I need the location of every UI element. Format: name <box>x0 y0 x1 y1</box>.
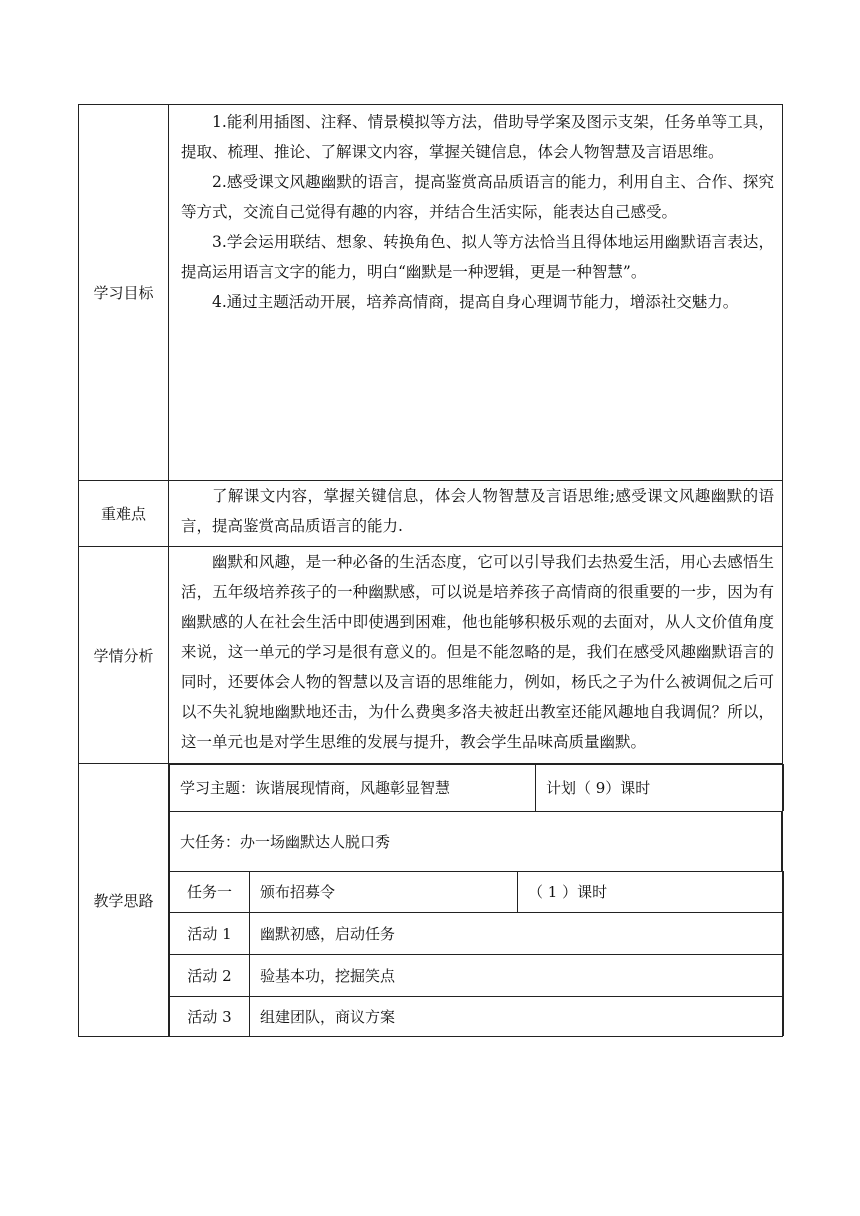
activity-2-label: 活动 2 <box>170 954 250 996</box>
goal-item-4: 4.通过主题活动开展，培养高情商，提高自身心理调节能力，增添社交魅力。 <box>212 293 739 311</box>
task-table <box>169 871 784 912</box>
activity-table <box>169 912 784 1037</box>
task-1-hours: （ 1 ）课时 <box>518 872 784 912</box>
key-points-content <box>169 481 783 547</box>
activity-row <box>170 954 784 996</box>
planned-hours: 计划（ 9）课时 <box>536 765 784 811</box>
activity-1-name: 幽默初感，启动任务 <box>250 912 784 954</box>
goal-item-3: 3.学会运用联结、想象、转换角色、拟人等方法恰当且得体地运用幽默语言表达，提高运用语言文字的能力，明白“幽默是一种逻辑，更是一种智慧”。 <box>181 233 774 281</box>
label-key-points: 重难点 <box>79 481 169 547</box>
task-1-name: 颁布招募令 <box>250 872 518 912</box>
learning-theme: 学习主题：诙谐展现情商，风趣彰显智慧 <box>170 765 536 811</box>
teaching-ideas-content <box>169 764 783 1037</box>
activity-row <box>170 996 784 1036</box>
student-analysis-content <box>169 547 783 764</box>
big-task-table <box>169 811 782 872</box>
row-learning-goals <box>79 105 783 481</box>
goal-item-2: 2.感受课文风趣幽默的语言，提高鉴赏高品质语言的能力，利用自主、合作、探究等方式，交流自己觉得有趣的内容，并结合生活实际，能表达自己感受。 <box>181 173 774 221</box>
activity-2-name: 验基本功，挖掘笑点 <box>250 954 784 996</box>
student-analysis-text: 幽默和风趣，是一种必备的生活态度，它可以引导我们去热爱生活，用心去感悟生活，五年级培养孩子的一种幽默感，可以说是培养孩子高情商的很重要的一步，因为有幽默感的人在社会生活中即使遇到困难，他也能够积极乐观的去面对，从人文价值角度来说，这一单元的学习是很有意义的。但是不能忽略的是，我们在感受风趣幽默语言的同时，还要体会人物的智慧以及言语的思维能力，例如，杨氏之子为什么被调侃之后可以不失礼貌地幽默地还击，为什么费奥多洛夫被赶出教室还能风趣地自我调侃？所以，这一单元也是对学生思维的发展与提升，教会学生品味高质量幽默。 <box>181 553 774 751</box>
task-1-label: 任务一 <box>170 872 250 912</box>
row-key-points <box>79 481 783 547</box>
activity-3-label: 活动 3 <box>170 996 250 1036</box>
label-learning-goals: 学习目标 <box>79 105 169 481</box>
label-teaching-ideas: 教学思路 <box>79 764 169 1037</box>
goal-item-1: 1.能利用插图、注释、情景模拟等方法，借助导学案及图示支架，任务单等工具，提取、梳理、推论、了解课文内容，掌握关键信息，体会人物智慧及言语思维。 <box>181 113 774 161</box>
theme-table <box>169 764 784 811</box>
activity-3-name: 组建团队，商议方案 <box>250 996 784 1036</box>
row-student-analysis <box>79 547 783 764</box>
activity-row <box>170 912 784 954</box>
activity-1-label: 活动 1 <box>170 912 250 954</box>
learning-goals-content <box>169 105 783 481</box>
big-task: 大任务：办一场幽默达人脱口秀 <box>170 811 782 871</box>
key-points-text: 了解课文内容，掌握关键信息，体会人物智慧及言语思维;感受课文风趣幽默的语言，提高鉴赏高品质语言的能力. <box>181 487 774 535</box>
row-teaching-ideas <box>79 764 783 1037</box>
label-student-analysis: 学情分析 <box>79 547 169 764</box>
lesson-plan-table <box>78 104 783 1037</box>
